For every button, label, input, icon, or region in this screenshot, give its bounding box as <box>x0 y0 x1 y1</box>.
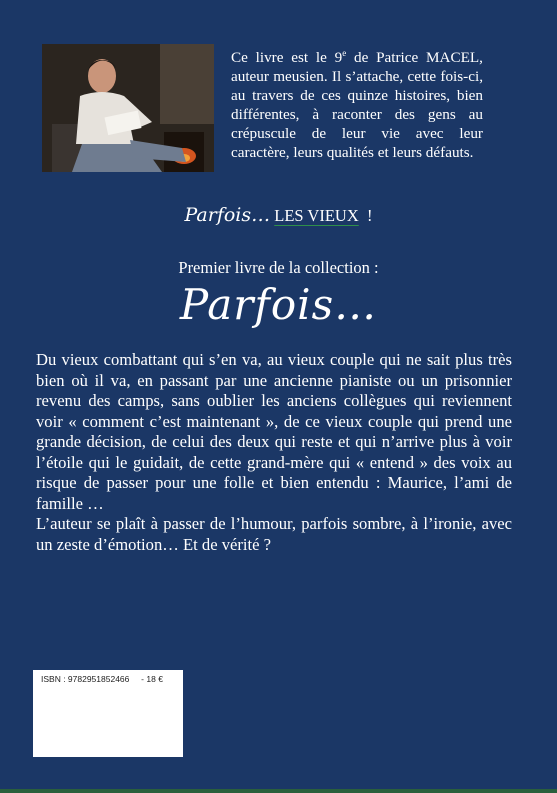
series-name: Parfois… <box>179 280 378 329</box>
isbn-price: ISBN : 9782951852466 - 18 € <box>41 674 163 684</box>
barcode-box <box>33 670 183 757</box>
bottom-border <box>0 789 557 793</box>
title-script: Parfois… <box>184 204 271 226</box>
book-title <box>0 204 557 226</box>
blurb-paragraph-2: L’auteur se plaît à passer de l’humour, parfois sombre, à l’ironie, avec un zeste d’émotion… Et de vérité ? <box>36 514 512 554</box>
blurb <box>36 350 512 555</box>
author-photo <box>42 44 214 172</box>
title-main: LES VIEUX <box>274 206 359 225</box>
collection-label: Premier livre de la collection : <box>178 258 379 277</box>
author-intro: Ce livre est le 9e de Patrice MACEL, auteur meusien. Il s’attache, cette fois-ci, au travers de ces quinze histoires, bien différentes, à raconter des gens au crépuscule de leur vie avec leur caractère, leurs qualités et leurs défauts. <box>231 48 483 162</box>
blurb-paragraph-1: Du vieux combattant qui s’en va, au vieux couple qui ne sait plus très bien où il va, en passant par une ancienne pianiste ou un prisonnier revenu des camps, sans oublier les anciens collègues qui reviennent voir « comment c’est maintenant », de ce vieux couple qui prend une grande décision, de celui des deux qui reste et qui n’arrive plus à voir l’étoile qui le guidait, de cette grand-mère qui « entend » des voix au risque de passer pour une folle et bien entendu : Maurice, l’ami de famille … <box>36 350 512 513</box>
title-exclaim: ! <box>358 206 373 225</box>
